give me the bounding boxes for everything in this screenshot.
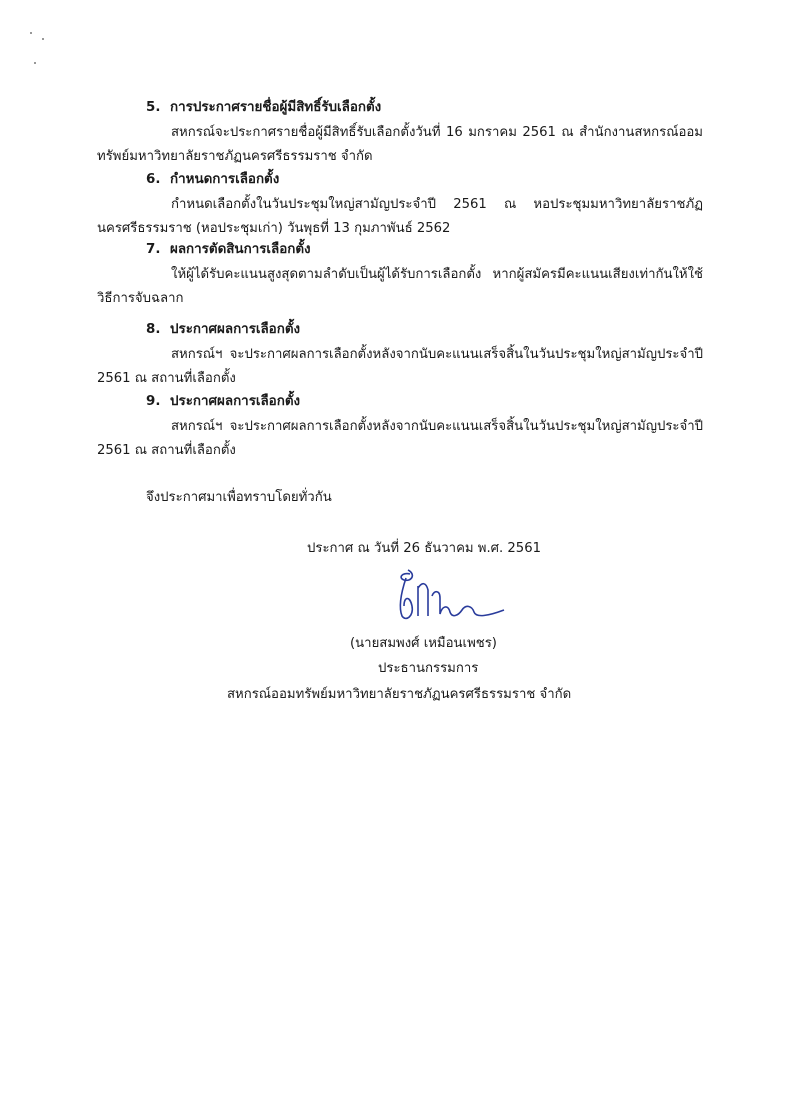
section-7-number: 7. [146,242,161,257]
section-6-title: กำหนดการเลือกตั้ง [170,172,280,187]
section-6-number: 6. [146,172,161,187]
section-9-heading [146,393,300,411]
section-5-number: 5. [146,100,161,115]
section-8-body: สหกรณ์ฯ จะประกาศผลการเลือกตั้งหลังจากนับคะแนนเสร็จสิ้นในวันประชุมใหญ่สามัญประจำปี 2561 ณ สถานที่เลือกตั้ง [97,347,703,386]
section-8-heading [146,321,300,339]
section-7-heading [146,241,311,259]
signer-organization: สหกรณ์ออมทรัพย์มหาวิทยาลัยราชภัฏนครศรีธรรมราช จำกัด [227,687,572,702]
section-6-heading [146,171,279,189]
section-6-body: กำหนดเลือกตั้งในวันประชุมใหญ่สามัญประจำปี 2561 ณ หอประชุมมหาวิทยาลัยราชภัฏนครศรีธรรมราช (หอประชุมเก่า) วันพุธที่ 13 กุมภาพันธ์ 2562 [97,197,703,236]
section-9-title: ประกาศผลการเลือกตั้ง [170,394,301,409]
signature-image [392,566,512,626]
signer-position: ประธานกรรมการ [378,661,479,676]
closing-statement: จึงประกาศมาเพื่อทราบโดยทั่วกัน [146,490,332,505]
section-5-heading [146,99,381,117]
section-9-number: 9. [146,394,161,409]
section-9-body: สหกรณ์ฯ จะประกาศผลการเลือกตั้งหลังจากนับคะแนนเสร็จสิ้นในวันประชุมใหญ่สามัญประจำปี 2561 ณ สถานที่เลือกตั้ง [97,419,703,458]
section-5-body: สหกรณ์จะประกาศรายชื่อผู้มีสิทธิ์รับเลือกตั้งวันที่ 16 มกราคม 2561 ณ สำนักงานสหกรณ์ออมทรัพย์มหาวิทยาลัยราชภัฏนครศรีธรรมราช จำกัด [97,125,703,164]
section-7-title: ผลการตัดสินการเลือกตั้ง [170,242,311,257]
announcement-date: ประกาศ ณ วันที่ 26 ธันวาคม พ.ศ. 2561 [307,541,541,556]
section-8-title: ประกาศผลการเลือกตั้ง [170,322,301,337]
signer-name: (นายสมพงศ์ เหมือนเพชร) [350,636,497,651]
section-5-title: การประกาศรายชื่อผู้มีสิทธิ์รับเลือกตั้ง [170,100,382,115]
section-7-body: ให้ผู้ได้รับคะแนนสูงสุดตามลำดับเป็นผู้ได้รับการเลือกตั้ง หากผู้สมัครมีคะแนนเสียงเท่ากันให้ใช้วิธีการจับฉลาก [97,267,703,306]
section-8-number: 8. [146,322,161,337]
